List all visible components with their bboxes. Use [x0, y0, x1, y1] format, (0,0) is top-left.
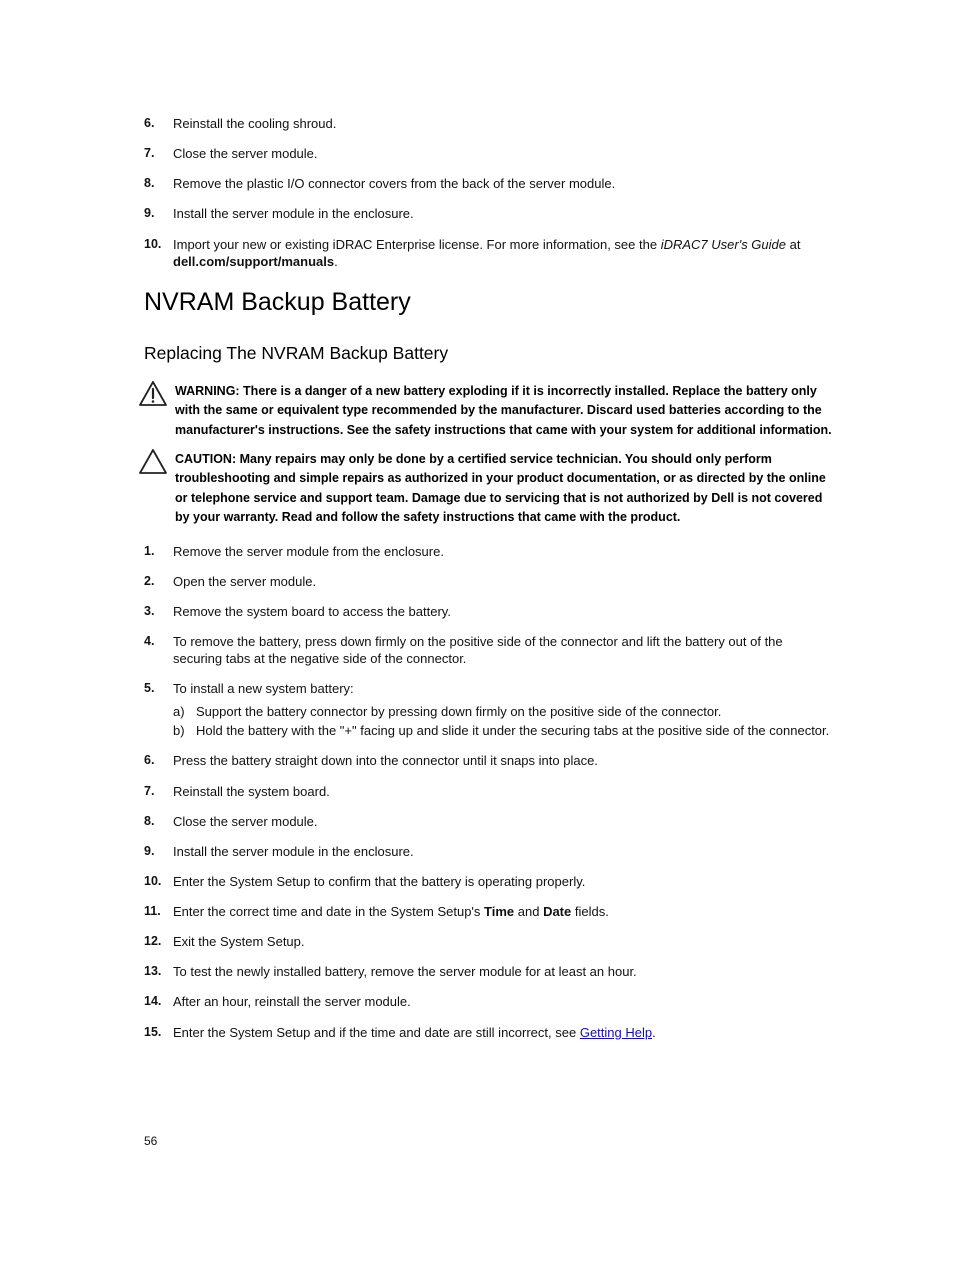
prev-step-7 — [144, 145, 844, 162]
caution-triangle-icon — [138, 448, 168, 475]
step-6 — [144, 752, 844, 769]
step-text: To remove the battery, press down firmly on the positive side of the connector and lift the battery out of the securing tabs at the negative side of the connector. — [173, 634, 783, 666]
step-text: Exit the System Setup. — [173, 934, 305, 949]
step-text: Install the server module in the enclosure. — [173, 206, 414, 221]
step-number: 8. — [144, 814, 155, 828]
step-text: Reinstall the cooling shroud. — [173, 116, 337, 131]
step-number: 7. — [144, 784, 155, 798]
substep-a — [173, 703, 853, 720]
field-name-date: Date — [543, 904, 572, 919]
step-7 — [144, 783, 844, 800]
step-11 — [144, 903, 844, 920]
step-text — [173, 1024, 844, 1041]
section-title: NVRAM Backup Battery — [144, 288, 411, 316]
substep-text: Support the battery connector by pressing down firmly on the positive side of the connector. — [196, 704, 722, 719]
step-number: 14. — [144, 994, 162, 1008]
subsection-title: Replacing The NVRAM Backup Battery — [144, 343, 449, 363]
step-text: Remove the system board to access the battery. — [173, 604, 451, 619]
substep-b — [173, 722, 853, 739]
step-text: Reinstall the system board. — [173, 784, 330, 799]
step-5 — [144, 680, 844, 697]
step-10 — [144, 873, 844, 890]
step-text: Remove the server module from the enclosure. — [173, 544, 444, 559]
step-text: Enter the System Setup to confirm that the battery is operating properly. — [173, 874, 586, 889]
step-text: Open the server module. — [173, 574, 317, 589]
step-number: 11. — [144, 904, 161, 918]
substep-label: b) — [173, 723, 185, 738]
step-text: To install a new system battery: — [173, 681, 354, 696]
step-2 — [144, 573, 844, 590]
step-8 — [144, 813, 844, 830]
guide-title: iDRAC7 User's Guide — [660, 237, 786, 252]
step-text-part: Import your new or existing iDRAC Enterprise license. For more information, see the — [173, 237, 661, 252]
step-number: 1. — [144, 544, 155, 558]
step-text-part: . — [652, 1025, 656, 1040]
step-number: 9. — [144, 844, 155, 858]
step-number: 10. — [144, 874, 162, 888]
prev-step-10 — [144, 236, 844, 270]
prev-step-6 — [144, 115, 844, 132]
step-text — [173, 236, 844, 270]
step-number: 3. — [144, 604, 155, 618]
step-13 — [144, 963, 844, 980]
step-number: 9. — [144, 206, 155, 220]
step-number: 6. — [144, 116, 155, 130]
step-3 — [144, 603, 844, 620]
step-9 — [144, 843, 844, 860]
support-url: dell.com/support/manuals — [173, 254, 335, 269]
step-text-part: . — [334, 254, 338, 269]
step-text: Close the server module. — [173, 146, 318, 161]
step-text-part: fields. — [571, 904, 609, 919]
substep-text: Hold the battery with the "+" facing up and slide it under the securing tabs at the positive side of the connector. — [196, 723, 830, 738]
step-number: 12. — [144, 934, 162, 948]
caution-text: CAUTION: Many repairs may only be done by a certified service technician. You should only perform troubleshooting and simple repairs as authorized in your product documentation, or as directed by the online or telephone service and support team. Damage due to servicing that is not authorized by Dell is not covered by your warranty. Read and follow the safety instructions that came with the product. — [175, 452, 826, 524]
step-text: Close the server module. — [173, 814, 318, 829]
warning-triangle-icon — [138, 380, 168, 407]
step-text — [173, 903, 844, 920]
step-text-part: and — [514, 904, 544, 919]
step-number: 4. — [144, 634, 155, 648]
step-number: 13. — [144, 964, 162, 978]
step-text: Install the server module in the enclosure. — [173, 844, 414, 859]
step-15 — [144, 1024, 844, 1041]
getting-help-link[interactable]: Getting Help — [579, 1025, 653, 1040]
step-number: 5. — [144, 681, 155, 695]
step-text-part: at — [786, 237, 801, 252]
warning-text: WARNING: There is a danger of a new battery exploding if it is incorrectly installed. Replace the battery only with the same or equivalent type recommended by the manufacturer. Discard used batteries according to the manufacturer's instructions. See the safety instructions that came with your system for additional information. — [175, 384, 832, 437]
step-text: Press the battery straight down into the connector until it snaps into place. — [173, 753, 598, 768]
step-12 — [144, 933, 844, 950]
field-name-time: Time — [484, 904, 515, 919]
substep-label: a) — [173, 704, 185, 719]
page-number: 56 — [144, 1134, 158, 1148]
step-4 — [144, 633, 804, 667]
step-number: 6. — [144, 753, 155, 767]
prev-step-9 — [144, 205, 844, 222]
step-text-part: Enter the correct time and date in the System Setup's — [173, 904, 485, 919]
step-text: After an hour, reinstall the server module. — [173, 994, 411, 1009]
step-text: Remove the plastic I/O connector covers from the back of the server module. — [173, 176, 616, 191]
step-number: 8. — [144, 176, 155, 190]
step-1 — [144, 543, 844, 560]
step-text: To test the newly installed battery, remove the server module for at least an hour. — [173, 964, 637, 979]
step-14 — [144, 993, 844, 1010]
step-number: 10. — [144, 237, 162, 251]
step-number: 2. — [144, 574, 155, 588]
step-text-part: Enter the System Setup and if the time and date are still incorrect, see — [173, 1025, 580, 1040]
prev-step-8 — [144, 175, 844, 192]
step-number: 7. — [144, 146, 155, 160]
step-number: 15. — [144, 1025, 162, 1039]
